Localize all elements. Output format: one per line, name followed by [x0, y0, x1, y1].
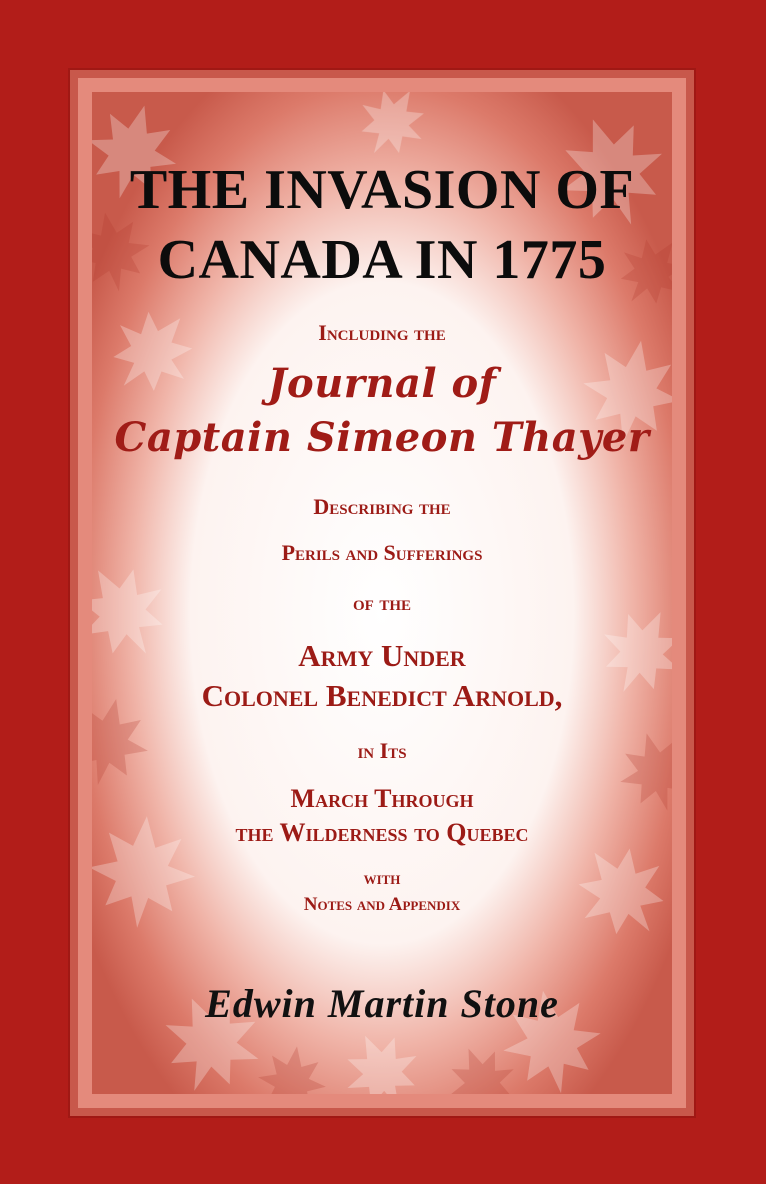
perils-label: Perils and Sufferings	[281, 540, 483, 565]
title-line-2: CANADA IN 1775	[157, 229, 607, 291]
describing-label: Describing the	[313, 494, 451, 519]
cover-text	[92, 92, 672, 1094]
march-line-2: the Wilderness to Quebec	[235, 818, 529, 847]
army-line-2: Colonel Benedict Arnold,	[201, 678, 563, 713]
with-label: with	[363, 868, 401, 889]
journal-line-2: Captain Simeon Thayer	[114, 414, 650, 461]
march-line-1: March Through	[290, 784, 474, 813]
in-its-label: in Its	[357, 738, 407, 763]
notes-label: Notes and Appendix	[303, 894, 461, 915]
including-label: Including the	[318, 320, 446, 345]
journal-line-1: Journal of	[267, 360, 497, 407]
army-line-1: Army Under	[298, 638, 466, 673]
of-the-label: of the	[352, 590, 411, 615]
author-name: Edwin Martin Stone	[205, 981, 559, 1026]
title-line-1: THE INVASION OF	[129, 159, 635, 221]
